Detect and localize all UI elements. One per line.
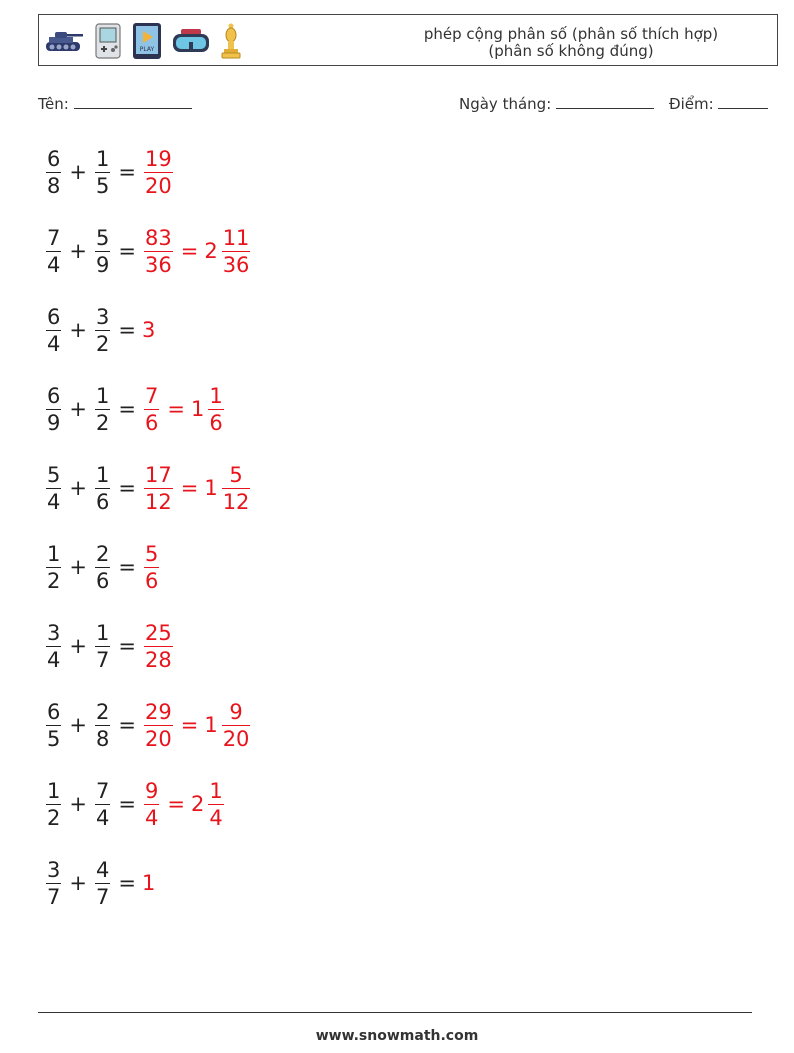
numerator: 7 [47,225,61,250]
numerator: 2 [95,541,110,566]
fraction-bar [46,804,61,805]
answer-fraction [144,384,159,435]
plus-sign: + [69,871,87,895]
answer [142,700,175,751]
denominator: 4 [47,647,61,672]
second-fraction [95,858,110,909]
numerator: 7 [95,778,110,803]
numerator: 5 [229,462,243,487]
answer [142,779,161,830]
denominator: 6 [95,568,110,593]
fraction-bar [46,725,61,726]
mixed-whole: 2 [190,792,205,816]
problem-row [44,377,226,441]
footer-divider [38,1012,752,1013]
fraction-bar [46,172,61,173]
answer-fraction [144,700,173,751]
answer-fraction [144,463,173,514]
fraction-bar [144,172,173,173]
numerator: 3 [95,304,110,329]
vr-headset-icon [171,26,211,56]
second-fraction [95,384,110,435]
denominator: 2 [95,410,110,435]
first-fraction [46,700,61,751]
numerator: 29 [144,699,172,724]
fraction-bar [144,567,159,568]
fraction-bar [46,488,61,489]
numerator: 6 [47,383,61,408]
denominator: 8 [95,726,110,751]
mixed-fraction [222,463,251,514]
numerator: 11 [222,225,250,250]
score-field [669,94,768,113]
numerator: 4 [95,857,110,882]
numerator: 6 [47,304,61,329]
plus-sign: + [69,476,87,500]
denominator: 2 [47,568,61,593]
problem-row [44,693,252,757]
fraction-bar [144,409,159,410]
svg-text:PLAY: PLAY [139,46,155,53]
fraction-bar [144,725,173,726]
answer [142,226,175,277]
denominator: 6 [144,410,159,435]
plus-sign: + [69,318,87,342]
numerator: 5 [144,541,159,566]
worksheet-header [38,14,778,66]
mixed-fraction [222,700,251,751]
mixed-fraction [222,226,251,277]
mixed-whole: 1 [204,713,218,737]
mixed-fraction [208,779,223,830]
plus-sign: + [69,792,87,816]
name-blank[interactable] [74,94,192,109]
fraction-bar [46,883,61,884]
tank-icon [43,26,85,56]
plus-sign: + [69,160,87,184]
fraction-bar [95,488,110,489]
numerator: 7 [144,383,159,408]
score-blank[interactable] [718,94,768,109]
numerator: 9 [229,699,243,724]
mixed-number [220,700,253,751]
denominator: 2 [47,805,61,830]
name-field [38,94,192,113]
numerator: 3 [47,620,61,645]
score-label: Điểm: [669,95,714,113]
equals-sign: = [118,160,136,184]
numerator: 1 [47,541,61,566]
fraction-bar [95,251,110,252]
answer-equals-sign: = [167,792,185,816]
second-fraction [95,779,110,830]
fraction-bar [46,251,61,252]
equals-sign: = [118,555,136,579]
answer-fraction [144,147,173,198]
fraction-bar [95,883,110,884]
plus-sign: + [69,713,87,737]
date-label: Ngày tháng: [459,95,552,113]
fraction-bar [144,804,159,805]
answer-fraction [144,779,159,830]
equals-sign: = [118,713,136,737]
worksheet-title [401,26,741,60]
denominator: 20 [144,726,172,751]
denominator: 4 [95,805,110,830]
second-fraction [95,621,110,672]
equals-sign: = [118,318,136,342]
plus-sign: + [69,555,87,579]
fraction-bar [46,646,61,647]
fraction-bar [222,251,251,252]
denominator: 7 [95,647,110,672]
answer [142,147,175,198]
fraction-bar [95,646,110,647]
name-label: Tên: [38,95,69,113]
first-fraction [46,542,61,593]
problem-row [44,456,252,520]
first-fraction [46,621,61,672]
answer-equals-sign: = [180,713,199,737]
denominator: 7 [47,884,61,909]
first-fraction [46,463,61,514]
equals-sign: = [118,634,136,658]
mixed-whole: 1 [204,476,218,500]
denominator: 36 [222,252,250,277]
title-line-1: phép cộng phân số (phân số thích hợp) [423,25,719,43]
numerator: 1 [47,778,61,803]
denominator: 4 [144,805,159,830]
fraction-bar [144,251,173,252]
fraction-bar [208,804,223,805]
denominator: 6 [95,489,110,514]
denominator: 4 [209,805,223,830]
plus-sign: + [69,634,87,658]
denominator: 28 [144,647,172,672]
problem-row [44,851,155,915]
tablet-play-icon [131,22,163,60]
answer-fraction [144,542,159,593]
first-fraction [46,305,61,356]
date-field [459,94,654,113]
fraction-bar [95,172,110,173]
equals-sign: = [118,871,136,895]
numerator: 3 [47,857,61,882]
numerator: 19 [144,146,172,171]
fraction-bar [95,409,110,410]
denominator: 36 [144,252,172,277]
first-fraction [46,779,61,830]
equals-sign: = [118,397,136,421]
numerator: 2 [95,699,110,724]
mixed-number [220,463,253,514]
mixed-whole: 1 [190,397,205,421]
numerator: 1 [95,146,110,171]
mixed-fraction [208,384,223,435]
fraction-bar [222,725,251,726]
denominator: 12 [222,489,250,514]
denominator: 7 [95,884,110,909]
numerator: 6 [47,146,61,171]
fraction-bar [222,488,251,489]
date-blank[interactable] [556,94,654,109]
denominator: 5 [47,726,61,751]
first-fraction [46,384,61,435]
fraction-bar [46,409,61,410]
denominator: 4 [47,252,61,277]
second-fraction [95,463,110,514]
mixed-number [220,226,253,277]
answer-equals-sign: = [167,397,185,421]
plus-sign: + [69,397,87,421]
numerator: 25 [144,620,172,645]
second-fraction [95,700,110,751]
denominator: 8 [47,173,61,198]
numerator: 6 [47,699,61,724]
mixed-whole: 2 [204,239,218,263]
mixed-number [206,384,225,435]
second-fraction [95,542,110,593]
handheld-game-icon [93,23,123,59]
denominator: 4 [47,331,61,356]
denominator: 6 [209,410,223,435]
fraction-bar [46,330,61,331]
denominator: 4 [47,489,61,514]
footer-site: www.snowmath.com [315,1028,479,1044]
equals-sign: = [118,792,136,816]
numerator: 9 [144,778,159,803]
answer [142,384,161,435]
problem-row [44,298,155,362]
problem-row [44,614,175,678]
answer [142,463,175,514]
answer [142,542,161,593]
first-fraction [46,226,61,277]
numerator: 1 [95,462,110,487]
numerator: 1 [95,620,110,645]
problem-row [44,219,252,283]
problem-row [44,140,175,204]
problem-row [44,535,161,599]
fraction-bar [95,330,110,331]
fraction-bar [144,646,173,647]
denominator: 9 [47,410,61,435]
problem-row [44,772,226,836]
chess-bishop-icon [219,22,243,60]
numerator: 5 [47,462,61,487]
answer-whole-number: 1 [141,871,156,895]
denominator: 2 [95,331,110,356]
fraction-bar [95,725,110,726]
second-fraction [95,147,110,198]
denominator: 9 [95,252,110,277]
answer-whole-number: 3 [141,318,156,342]
second-fraction [95,226,110,277]
header-icons [43,21,243,61]
denominator: 20 [222,726,250,751]
fraction-bar [144,488,173,489]
mixed-number [206,779,225,830]
fraction-bar [95,804,110,805]
plus-sign: + [69,239,87,263]
numerator: 83 [144,225,172,250]
numerator: 1 [209,383,223,408]
title-line-2: (phân số không đúng) [488,42,654,60]
numerator: 1 [209,778,223,803]
equals-sign: = [118,476,136,500]
answer-equals-sign: = [180,239,199,263]
equals-sign: = [118,239,136,263]
first-fraction [46,147,61,198]
numerator: 17 [144,462,172,487]
numerator: 5 [95,225,110,250]
second-fraction [95,305,110,356]
answer-fraction [144,226,173,277]
fraction-bar [208,409,223,410]
denominator: 20 [144,173,172,198]
denominator: 6 [144,568,159,593]
denominator: 12 [144,489,172,514]
fraction-bar [95,567,110,568]
answer [142,621,175,672]
answer-equals-sign: = [180,476,199,500]
fraction-bar [46,567,61,568]
numerator: 1 [95,383,110,408]
first-fraction [46,858,61,909]
answer-fraction [144,621,173,672]
denominator: 5 [95,173,110,198]
